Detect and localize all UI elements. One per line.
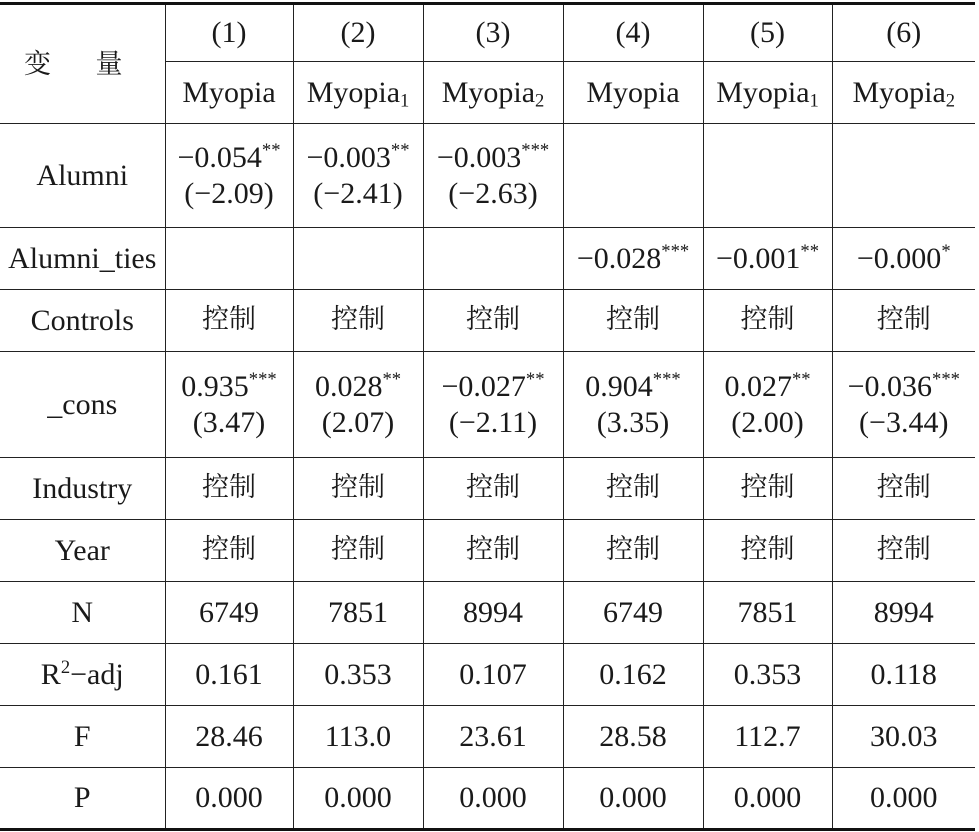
coef-cell: 0.027** (2.00) bbox=[703, 352, 832, 458]
coef-cell: −0.028*** bbox=[563, 228, 703, 290]
dependent-var-header: Myopia$_1$ bbox=[293, 62, 423, 124]
control-cell: 控制 bbox=[703, 458, 832, 520]
row-label: N bbox=[0, 582, 165, 644]
column-number: (5) bbox=[703, 4, 832, 62]
value-cell: 0.353 bbox=[293, 644, 423, 706]
value-cell: 8994 bbox=[423, 582, 563, 644]
coef-cell: −0.000* bbox=[832, 228, 975, 290]
coef-cell bbox=[423, 228, 563, 290]
control-cell: 控制 bbox=[165, 520, 293, 582]
control-cell: 控制 bbox=[832, 290, 975, 352]
control-cell: 控制 bbox=[703, 290, 832, 352]
column-number: (3) bbox=[423, 4, 563, 62]
dependent-var-header: Myopia bbox=[563, 62, 703, 124]
control-cell: 控制 bbox=[423, 520, 563, 582]
variable-header-label: 变 量 bbox=[23, 49, 141, 80]
value-cell: 7851 bbox=[293, 582, 423, 644]
value-cell: 0.161 bbox=[165, 644, 293, 706]
value-cell: 0.000 bbox=[293, 768, 423, 830]
value-cell: 6749 bbox=[563, 582, 703, 644]
value-cell: 0.000 bbox=[832, 768, 975, 830]
row-label: $R^2-adj$ bbox=[0, 644, 165, 706]
control-cell: 控制 bbox=[165, 290, 293, 352]
dependent-var-header: Myopia$_1$ bbox=[703, 62, 832, 124]
row-industry bbox=[0, 458, 975, 520]
dependent-var-header: Myopia$_2$ bbox=[832, 62, 975, 124]
value-cell: 0.162 bbox=[563, 644, 703, 706]
value-cell: 23.61 bbox=[423, 706, 563, 768]
coef-cell: −0.027** (−2.11) bbox=[423, 352, 563, 458]
coef-cell bbox=[563, 124, 703, 228]
row-label: P bbox=[0, 768, 165, 830]
value-cell: 0.353 bbox=[703, 644, 832, 706]
value-cell: 0.107 bbox=[423, 644, 563, 706]
row-label: Year bbox=[0, 520, 165, 582]
row-label: _cons bbox=[0, 352, 165, 458]
row-label: Alumni bbox=[0, 124, 165, 228]
row-label: F bbox=[0, 706, 165, 768]
regression-table bbox=[0, 2, 975, 831]
coef-cell: −0.003*** (−2.63) bbox=[423, 124, 563, 228]
value-cell: 30.03 bbox=[832, 706, 975, 768]
value-cell: 112.7 bbox=[703, 706, 832, 768]
coef-cell: 0.935*** (3.47) bbox=[165, 352, 293, 458]
control-cell: 控制 bbox=[423, 458, 563, 520]
coef-cell bbox=[703, 124, 832, 228]
control-cell: 控制 bbox=[293, 290, 423, 352]
header-row-numbers bbox=[0, 4, 975, 62]
variable-header-cell bbox=[0, 4, 165, 124]
row-n bbox=[0, 582, 975, 644]
value-cell: 0.000 bbox=[423, 768, 563, 830]
coef-cell bbox=[165, 228, 293, 290]
value-cell: 0.000 bbox=[563, 768, 703, 830]
control-cell: 控制 bbox=[563, 520, 703, 582]
row-r2-adj bbox=[0, 644, 975, 706]
coef-cell: −0.001** bbox=[703, 228, 832, 290]
control-cell: 控制 bbox=[293, 458, 423, 520]
value-cell: 0.000 bbox=[703, 768, 832, 830]
control-cell: 控制 bbox=[832, 520, 975, 582]
control-cell: 控制 bbox=[703, 520, 832, 582]
column-number: (2) bbox=[293, 4, 423, 62]
row-f bbox=[0, 706, 975, 768]
row-controls bbox=[0, 290, 975, 352]
value-cell: 28.58 bbox=[563, 706, 703, 768]
control-cell: 控制 bbox=[563, 290, 703, 352]
value-cell: 0.000 bbox=[165, 768, 293, 830]
row-label: Controls bbox=[0, 290, 165, 352]
row-label: Industry bbox=[0, 458, 165, 520]
control-cell: 控制 bbox=[165, 458, 293, 520]
value-cell: 6749 bbox=[165, 582, 293, 644]
control-cell: 控制 bbox=[563, 458, 703, 520]
dependent-var-header: Myopia$_2$ bbox=[423, 62, 563, 124]
coef-cell: −0.036*** (−3.44) bbox=[832, 352, 975, 458]
coef-cell: −0.054** (−2.09) bbox=[165, 124, 293, 228]
control-cell: 控制 bbox=[293, 520, 423, 582]
control-cell: 控制 bbox=[423, 290, 563, 352]
control-cell: 控制 bbox=[832, 458, 975, 520]
row-year bbox=[0, 520, 975, 582]
coef-cell: 0.028** (2.07) bbox=[293, 352, 423, 458]
value-cell: 113.0 bbox=[293, 706, 423, 768]
row-cons bbox=[0, 352, 975, 458]
coef-cell: −0.003** (−2.41) bbox=[293, 124, 423, 228]
row-alumni-ties bbox=[0, 228, 975, 290]
column-number: (4) bbox=[563, 4, 703, 62]
column-number: (1) bbox=[165, 4, 293, 62]
row-p bbox=[0, 768, 975, 830]
value-cell: 7851 bbox=[703, 582, 832, 644]
coef-cell bbox=[293, 228, 423, 290]
value-cell: 0.118 bbox=[832, 644, 975, 706]
row-alumni bbox=[0, 124, 975, 228]
value-cell: 28.46 bbox=[165, 706, 293, 768]
coef-cell bbox=[832, 124, 975, 228]
row-label: Alumni_ties bbox=[0, 228, 165, 290]
value-cell: 8994 bbox=[832, 582, 975, 644]
column-number: (6) bbox=[832, 4, 975, 62]
dependent-var-header: Myopia bbox=[165, 62, 293, 124]
coef-cell: 0.904*** (3.35) bbox=[563, 352, 703, 458]
